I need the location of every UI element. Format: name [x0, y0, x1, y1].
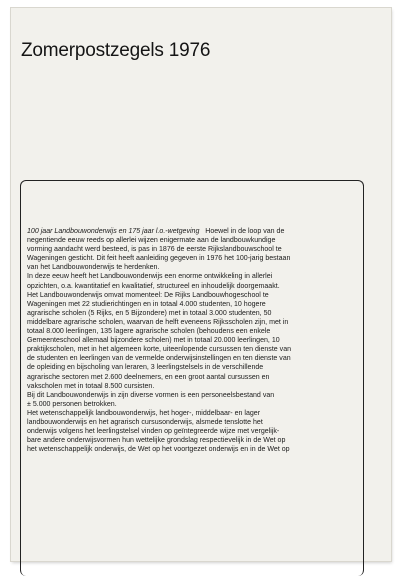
text-line	[27, 427, 373, 436]
line-text: In deze eeuw heeft het Landbouwonderwijs een enorme ontwikkeling in allerlei	[27, 273, 273, 281]
text-line	[27, 227, 373, 236]
text-line	[27, 400, 373, 409]
line-text: vorming aandacht werd besteed, is pas in 1876 de eerste Rijkslandbouwschool te	[27, 246, 282, 254]
text-line	[27, 263, 373, 272]
text-line	[27, 445, 373, 454]
line-text: totaal 8.000 leerlingen, 135 lagere agrarische scholen (behoudens een enkele	[27, 328, 271, 336]
text-line	[27, 391, 373, 400]
text-line	[27, 418, 373, 427]
line-text: middelbare agrarische scholen, waarvan de helft eveneens Rijksscholen zijn, met in	[27, 318, 289, 326]
text-line	[27, 309, 373, 318]
text-line	[27, 236, 373, 245]
line-text: ± 5.000 personen betrokken.	[27, 400, 117, 408]
line-text: agrarische scholen (5 Rijks, en 5 Bijzondere) met in totaal 3.000 studenten, 50	[27, 309, 272, 317]
text-line	[27, 436, 373, 445]
line-text: het wetenschappelijk onderwijs, de Wet op het voortgezet onderwijs en in de Wet op	[27, 446, 290, 454]
text-line	[27, 254, 373, 263]
line-text: Hoewel in de loop van de	[199, 228, 285, 235]
line-text: de studenten en leerlingen van de vermelde onderwijsinstellingen en ten dienste van	[27, 355, 291, 363]
text-line	[27, 291, 373, 300]
line-text: vakscholen met in totaal 8.500 cursisten.	[27, 382, 155, 390]
line-text: praktijkscholen, met in het algemeen korte, uiteenlopende cursussen ten dienste van	[27, 346, 292, 354]
text-line	[27, 354, 373, 363]
line-text: Bij dit Landbouwonderwijs in zijn diverse vormen is een personeelsbestand van	[27, 391, 275, 399]
text-line	[27, 409, 373, 418]
document-title: Zomerpostzegels 1976	[21, 40, 211, 61]
line-text: bare andere onderwijsvormen hun wettelijke grondslag respectievelijk in de Wet op	[27, 437, 286, 445]
line-text: onderwijs volgens het leerlingstelsel vinden op geïntegreerde wijze met vergelijk-	[27, 428, 280, 436]
text-line	[27, 245, 373, 254]
text-line	[27, 373, 373, 382]
line-text: de opleiding en bijscholing van leraren, 3 leerlingstelsels in de verschillende	[27, 364, 264, 372]
text-line	[27, 282, 373, 291]
line-text: agrarische sectoren met 2.600 deelnemers, en een groot aantal cursussen en	[27, 373, 270, 381]
text-line	[27, 363, 373, 372]
body-text-block	[27, 227, 373, 454]
text-line	[27, 327, 373, 336]
section-heading-italic: 100 jaar Landbouwonderwijs en 175 jaar l.o.-wetgeving	[27, 228, 200, 235]
line-text: van het Landbouwonderwijs te herdenken.	[27, 264, 160, 272]
text-line	[27, 345, 373, 354]
text-line	[27, 272, 373, 281]
line-text: opzichten, o.a. kwantitatief en kwalitatief, structureel en inhoudelijk doorgemaakt.	[27, 282, 280, 290]
text-line	[27, 318, 373, 327]
text-line	[27, 382, 373, 391]
text-line	[27, 336, 373, 345]
line-text: Wageningen gesticht. Dit feit heeft aanleiding gegeven in 1976 het 100-jarig bestaan	[27, 255, 291, 263]
line-text: landbouwonderwijs en het agrarisch cursusonderwijs, alsmede tenslotte het	[27, 418, 263, 426]
line-text: Wageningen met 22 studierichtingen en in totaal 4.000 studenten, 10 hogere	[27, 300, 266, 308]
line-text: Gemeenteschool allemaal bijzondere scholen) met in totaal 20.000 leerlingen, 10	[27, 337, 280, 345]
line-text: Het wetenschappelijk landbouwonderwijs, het hoger-, middelbaar- en lager	[27, 409, 261, 417]
line-text: Het Landbouwonderwijs omvat momenteel: De Rijks Landbouwhogeschool te	[27, 291, 269, 299]
text-line	[27, 300, 373, 309]
line-text: negentiende eeuw reeds op allerlei wijzen enigermate aan de landbouwkundige	[27, 237, 276, 245]
